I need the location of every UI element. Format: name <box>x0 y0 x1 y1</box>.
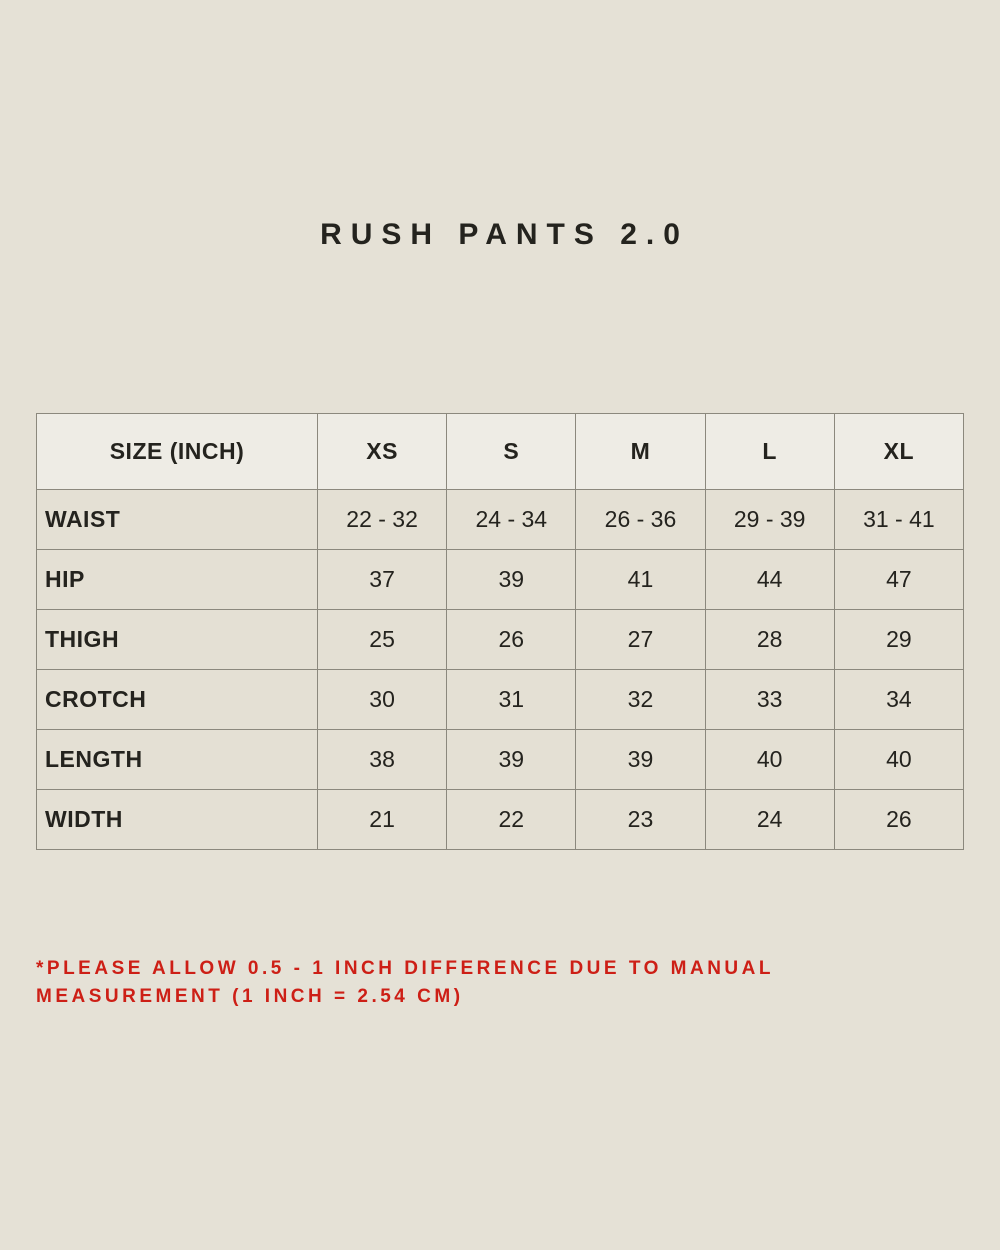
measurement-cell: 23 <box>576 790 705 850</box>
measurement-cell: 47 <box>834 550 963 610</box>
measurement-cell: 39 <box>576 730 705 790</box>
table-row <box>37 790 964 850</box>
table-body <box>37 490 964 850</box>
table-row <box>37 730 964 790</box>
measurement-cell: 31 <box>447 670 576 730</box>
measurement-cell: 38 <box>318 730 447 790</box>
column-header-xs: XS <box>318 414 447 490</box>
measurement-cell: 26 - 36 <box>576 490 705 550</box>
column-header-size-inch: SIZE (INCH) <box>37 414 318 490</box>
table-head <box>37 414 964 490</box>
measurement-cell: 40 <box>705 730 834 790</box>
measurement-cell: 29 <box>834 610 963 670</box>
measurement-cell: 31 - 41 <box>834 490 963 550</box>
measurement-cell: 37 <box>318 550 447 610</box>
measurement-cell: 41 <box>576 550 705 610</box>
table-row <box>37 490 964 550</box>
measurement-cell: 29 - 39 <box>705 490 834 550</box>
table-row <box>37 550 964 610</box>
row-label-waist: WAIST <box>37 490 318 550</box>
size-chart-table <box>36 413 964 850</box>
measurement-cell: 39 <box>447 730 576 790</box>
measurement-cell: 26 <box>447 610 576 670</box>
measurement-cell: 28 <box>705 610 834 670</box>
measurement-cell: 40 <box>834 730 963 790</box>
disclaimer-text <box>36 955 936 1011</box>
column-header-l: L <box>705 414 834 490</box>
row-label-thigh: THIGH <box>37 610 318 670</box>
measurement-cell: 22 - 32 <box>318 490 447 550</box>
row-label-length: LENGTH <box>37 730 318 790</box>
row-label-hip: HIP <box>37 550 318 610</box>
page-title: RUSH PANTS 2.0 <box>320 218 689 251</box>
disclaimer-line-2: MEASUREMENT (1 INCH = 2.54 CM) <box>36 986 464 1007</box>
measurement-cell: 24 <box>705 790 834 850</box>
column-header-m: M <box>576 414 705 490</box>
measurement-cell: 22 <box>447 790 576 850</box>
row-label-crotch: CROTCH <box>37 670 318 730</box>
measurement-cell: 33 <box>705 670 834 730</box>
measurement-cell: 24 - 34 <box>447 490 576 550</box>
measurement-cell: 39 <box>447 550 576 610</box>
table-row <box>37 670 964 730</box>
measurement-cell: 26 <box>834 790 963 850</box>
measurement-cell: 32 <box>576 670 705 730</box>
measurement-cell: 44 <box>705 550 834 610</box>
column-header-xl: XL <box>834 414 963 490</box>
measurement-cell: 21 <box>318 790 447 850</box>
measurement-cell: 27 <box>576 610 705 670</box>
column-header-s: S <box>447 414 576 490</box>
measurement-cell: 30 <box>318 670 447 730</box>
measurement-cell: 34 <box>834 670 963 730</box>
row-label-width: WIDTH <box>37 790 318 850</box>
disclaimer-line-1: *PLEASE ALLOW 0.5 - 1 INCH DIFFERENCE DUE TO MANUAL <box>36 958 774 979</box>
measurement-cell: 25 <box>318 610 447 670</box>
table-header-row <box>37 414 964 490</box>
table-row <box>37 610 964 670</box>
